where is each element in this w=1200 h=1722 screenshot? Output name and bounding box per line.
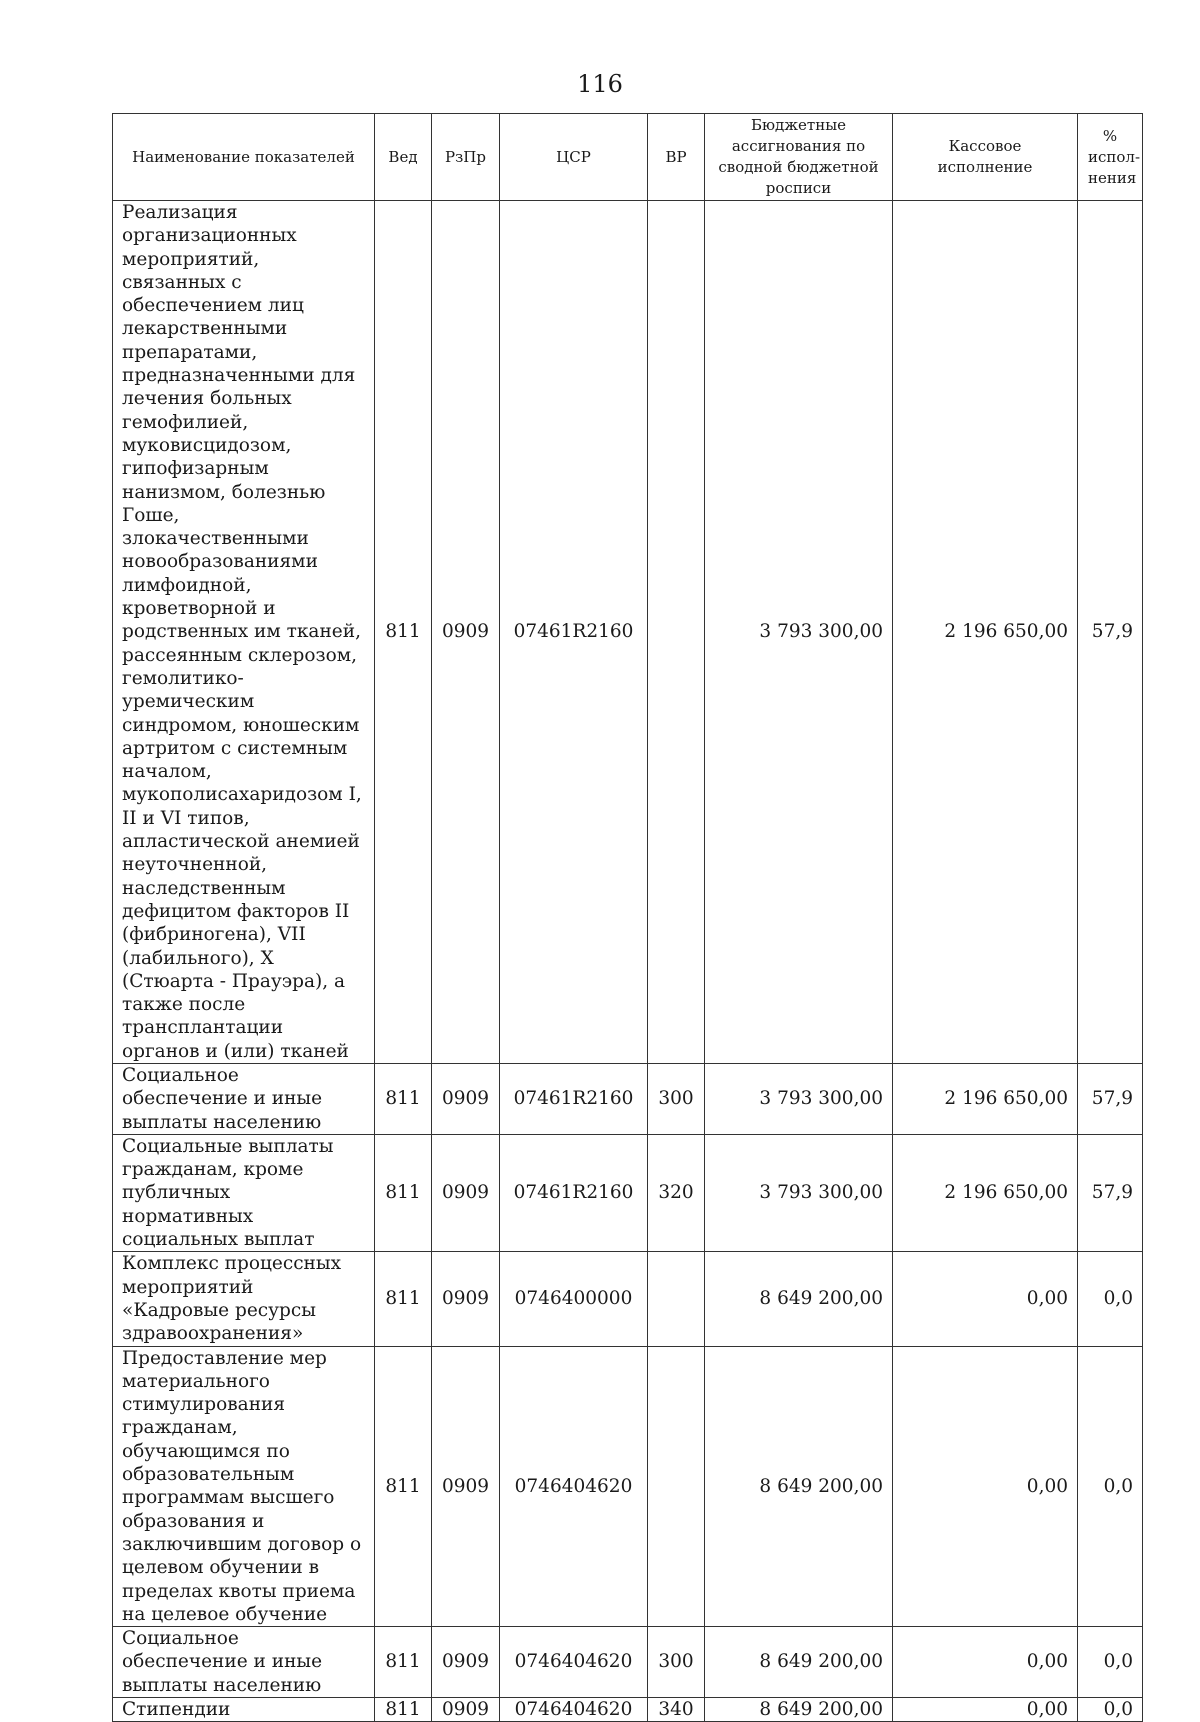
row-percent: 0,0 (1078, 1252, 1143, 1346)
row-vr: 300 (648, 1627, 705, 1698)
row-vr: 340 (648, 1698, 705, 1722)
row-assignments: 8 649 200,00 (705, 1346, 893, 1627)
row-rzpr: 0909 (432, 201, 500, 1064)
row-vr (648, 1252, 705, 1346)
table-row (113, 1134, 1143, 1251)
row-rzpr: 0909 (432, 1063, 500, 1134)
row-ved: 811 (375, 1063, 432, 1134)
row-cash: 2 196 650,00 (893, 201, 1078, 1064)
row-cash: 0,00 (893, 1698, 1078, 1722)
row-cash: 0,00 (893, 1252, 1078, 1346)
row-name: Реализация организационных мероприятий, связанных с обеспечением лиц лекарственными препаратами, предназначенными для лечения больных гемофилией, муковисцидозом, гипофизарным нанизмом, болезнью Гоше, злокачественными новообразованиями лимфоидной, кроветворной и родственных им тканей, рассеянным склерозом, гемолитико-уремическим синдромом, юношеским артритом с системным началом, мукополисахаридозом I, II и VI типов, апластической анемией неуточненной, наследственным дефицитом факторов II (фибриногена), VII (лабильного), X (Стюарта - Прауэра), а также после трансплантации органов и (или) тканей (113, 201, 375, 1064)
header-csr: ЦСР (500, 114, 648, 201)
row-assignments: 3 793 300,00 (705, 201, 893, 1064)
row-assignments: 3 793 300,00 (705, 1134, 893, 1251)
header-vr: ВР (648, 114, 705, 201)
table-row (113, 1346, 1143, 1627)
table-row (113, 1698, 1143, 1722)
table-row (113, 1627, 1143, 1698)
budget-table (112, 113, 1143, 1722)
row-percent: 0,0 (1078, 1698, 1143, 1722)
row-assignments: 3 793 300,00 (705, 1063, 893, 1134)
row-name: Социальные выплаты гражданам, кроме публичных нормативных социальных выплат (113, 1134, 375, 1251)
row-cash: 0,00 (893, 1627, 1078, 1698)
row-rzpr: 0909 (432, 1346, 500, 1627)
row-vr (648, 1346, 705, 1627)
row-vr: 300 (648, 1063, 705, 1134)
row-name: Социальное обеспечение и иные выплаты населению (113, 1627, 375, 1698)
row-percent: 0,0 (1078, 1346, 1143, 1627)
header-cash: Кассовое исполнение (893, 114, 1078, 201)
table-row (113, 201, 1143, 1064)
header-assignments: Бюджетные ассигнования по сводной бюджетной росписи (705, 114, 893, 201)
row-csr: 0746404620 (500, 1698, 648, 1722)
header-percent: % испол-нения (1078, 114, 1143, 201)
row-rzpr: 0909 (432, 1134, 500, 1251)
row-ved: 811 (375, 1346, 432, 1627)
row-csr: 0746404620 (500, 1627, 648, 1698)
header-ved: Вед (375, 114, 432, 201)
row-name: Социальное обеспечение и иные выплаты населению (113, 1063, 375, 1134)
row-rzpr: 0909 (432, 1698, 500, 1722)
row-rzpr: 0909 (432, 1252, 500, 1346)
row-name: Комплекс процессных мероприятий «Кадровые ресурсы здравоохранения» (113, 1252, 375, 1346)
row-csr: 0746400000 (500, 1252, 648, 1346)
page-number: 116 (577, 70, 623, 98)
row-rzpr: 0909 (432, 1627, 500, 1698)
row-assignments: 8 649 200,00 (705, 1252, 893, 1346)
row-cash: 2 196 650,00 (893, 1134, 1078, 1251)
row-cash: 2 196 650,00 (893, 1063, 1078, 1134)
table-row (113, 1063, 1143, 1134)
row-ved: 811 (375, 1698, 432, 1722)
row-vr (648, 201, 705, 1064)
row-name: Стипендии (113, 1698, 375, 1722)
table-header-row (113, 114, 1143, 201)
row-vr: 320 (648, 1134, 705, 1251)
row-assignments: 8 649 200,00 (705, 1698, 893, 1722)
row-cash: 0,00 (893, 1346, 1078, 1627)
row-csr: 07461R2160 (500, 201, 648, 1064)
row-ved: 811 (375, 201, 432, 1064)
row-ved: 811 (375, 1134, 432, 1251)
row-assignments: 8 649 200,00 (705, 1627, 893, 1698)
row-name: Предоставление мер материального стимулирования гражданам, обучающимся по образовательным программам высшего образования и заключившим договор о целевом обучении в пределах квоты приема на целевое обучение (113, 1346, 375, 1627)
row-percent: 57,9 (1078, 1063, 1143, 1134)
row-percent: 57,9 (1078, 201, 1143, 1064)
row-percent: 0,0 (1078, 1627, 1143, 1698)
row-percent: 57,9 (1078, 1134, 1143, 1251)
row-csr: 07461R2160 (500, 1134, 648, 1251)
row-ved: 811 (375, 1252, 432, 1346)
row-csr: 0746404620 (500, 1346, 648, 1627)
header-name: Наименование показателей (113, 114, 375, 201)
row-csr: 07461R2160 (500, 1063, 648, 1134)
table-row (113, 1252, 1143, 1346)
row-ved: 811 (375, 1627, 432, 1698)
header-rzpr: РзПр (432, 114, 500, 201)
